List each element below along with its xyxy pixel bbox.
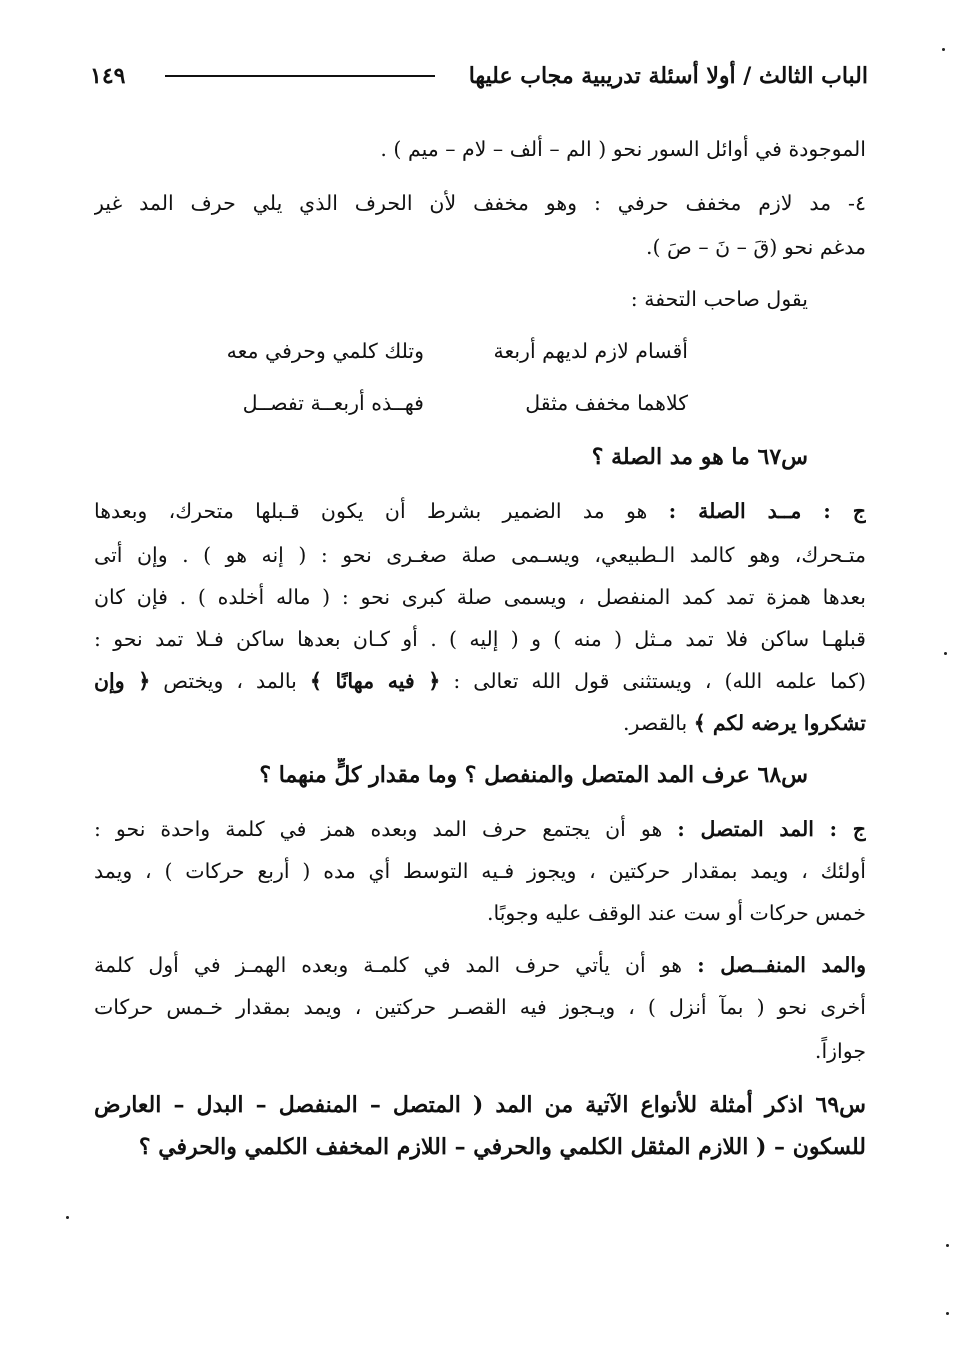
header-rule: [165, 75, 434, 77]
answer-text: بالقصر.: [623, 711, 688, 735]
scan-speck: [944, 652, 947, 655]
quran-quote: ﴿ فيه مهانًا ﴾: [309, 669, 441, 693]
answer-text: هو أن يجتمع حرف المد وبعده همز في كلمة واحدة نحو :: [94, 817, 663, 841]
scan-speck: [66, 1216, 69, 1219]
answer-label: ج : مــد الصلة :: [668, 499, 866, 523]
answer-text: هو أن يأتي حرف المد في كلمـة وبعده الهمـز في أول كلمة: [94, 953, 683, 977]
answer-line: [94, 706, 866, 740]
question-69-continued: للسكون – ( اللازم المثقل الكلمي والحرفي – اللازم المخفف الكلمي والحرفي ؟: [138, 1134, 866, 1160]
text-line: مدغم نحو (قَ – نَ – صَ ).: [645, 235, 866, 259]
answer-line: قبلهـا ساكن فلا تمد مـثل ( منه ) و ( إليه ) . أو كـان بعدها ساكن فـلا تمد نحو :: [94, 627, 866, 651]
answer-line: بعدها همزة تمد كمد المنفصل ، ويسمى صلة كبرى نحو : ( ماله أخلده ) . فإن كان: [94, 585, 866, 609]
verse-hemistich: وتلك كلمي وحرفي معه: [226, 339, 424, 363]
answer-line: متـحرك، وهو كالمد الـطبيعي، ويسـمى صلة صغـرى نحو : ( إنه هو ) . وإن أتى: [94, 543, 866, 567]
verse-hemistich: فهــذه أربعــة تفصــل: [242, 391, 424, 415]
answer-line: [94, 664, 866, 698]
answer-line: أولئك ، ويمد بمقدار حركتين ، ويجوز فـيه التوسط أي مده ( أربع حركات ) ، ويمد: [94, 859, 866, 883]
quran-quote: تشكروا يرضه لكم ﴾: [693, 711, 866, 735]
text-line: الموجودة في أوائل السور نحو ( الم – ألف – لام – ميم ) .: [380, 137, 866, 161]
scan-speck: [946, 1312, 949, 1315]
answer-label: والمد المنفــصل :: [697, 953, 866, 977]
verse-hemistich: أقسام لازم لديهم أربعة: [493, 339, 688, 363]
question-69: س٦٩ اذكر أمثلة للأنواع الآتية من المد ( المتصل – المنفصل – البدل – العارض: [94, 1092, 866, 1118]
answer-text: (كما علمه الله) ، ويستثنى قول الله تعالى :: [453, 669, 866, 693]
question-67: س٦٧ ما هو مد الصلة ؟: [591, 444, 808, 470]
page-number: ١٤٩: [90, 63, 126, 89]
chapter-title: الباب الثالث / أولا أسئلة تدريبية مجاب عليها: [468, 63, 868, 89]
answer-text: هو مد الضمير بشرط أن يكون قـبلها متحرك، وبعدها: [94, 499, 648, 523]
page-header: [90, 56, 868, 96]
answer-line: [94, 948, 866, 982]
answer-line: أخرى نحو ( بمآ أنزل ) ، ويـجوز فيه القصـر حركتين ، ويمد بمقدار خـمس حركات: [94, 995, 866, 1019]
text-line: ٤- مد لازم مخفف حرفي : وهو مخفف لأن الحرف الذي يلي حرف المد غير: [94, 191, 866, 215]
answer-line: [94, 494, 866, 528]
scan-speck: [946, 1244, 949, 1247]
answer-text: بالمد ، ويختص: [163, 669, 297, 693]
answer-line: [94, 812, 866, 846]
verse-hemistich: كلاهما مخفف مثقل: [525, 391, 688, 415]
text-line: يقول صاحب التحفة :: [630, 287, 808, 311]
question-68: س٦٨ عرف المد المتصل والمنفصل ؟ وما مقدار كلٍّ منهما ؟: [259, 762, 808, 788]
answer-line: جوازاً.: [814, 1039, 866, 1063]
quran-quote: ﴿ وإن: [94, 669, 151, 693]
answer-line: خمس حركات أو ست عند الوقف عليه وجوبًا.: [486, 901, 866, 925]
scan-speck: [942, 48, 945, 51]
answer-label: ج : المد المتصل :: [677, 817, 866, 841]
